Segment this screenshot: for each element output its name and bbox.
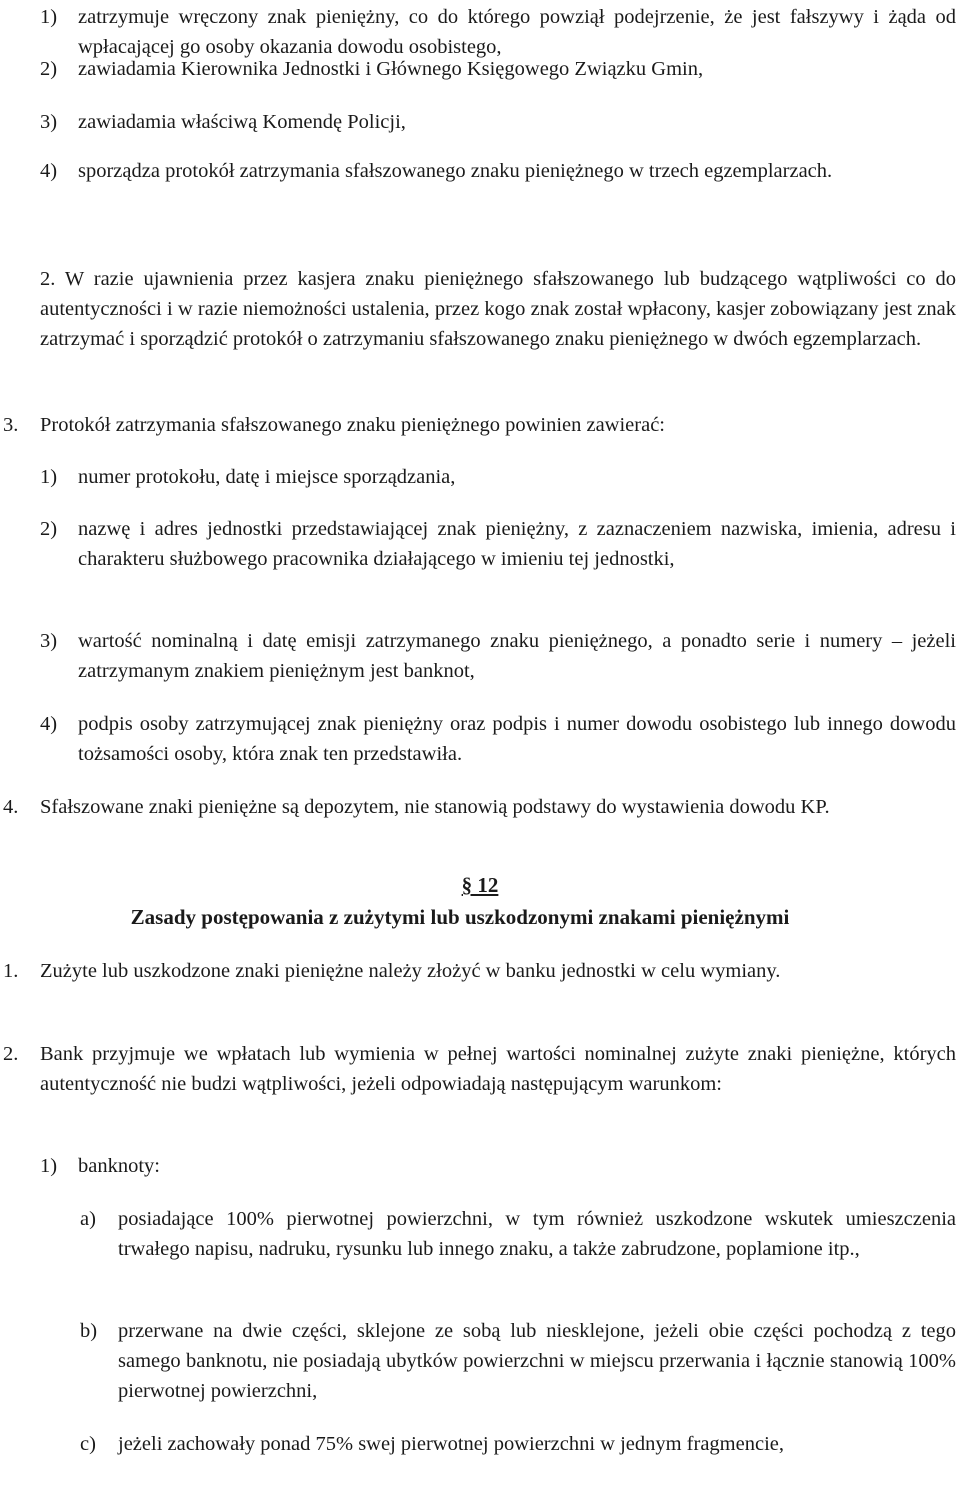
list-item-number: 1) [40, 6, 58, 28]
list-item-text: zawiadamia właściwą Komendę Policji, [78, 111, 406, 133]
sub-list-item [80, 1316, 956, 1406]
paragraph [40, 264, 956, 354]
paragraph-text: Protokół zatrzymania sfałszowanego znaku pieniężnego powinien zawierać: [40, 414, 665, 436]
sub-list-item [80, 1204, 956, 1264]
list-item-number: 3) [40, 630, 58, 652]
list-item-text: podpis osoby zatrzymującej znak pieniężny oraz podpis i numer dowodu osobistego lub innego dowodu tożsamości osoby, która znak ten przedstawiła. [78, 713, 956, 765]
list-item [40, 626, 956, 686]
paragraph-number: 1. [3, 960, 19, 982]
list-item-text: sporządza protokół zatrzymania sfałszowanego znaku pieniężnego w trzech egzemplarzach. [78, 160, 833, 182]
sub-list-item-letter: c) [80, 1433, 96, 1455]
list-item [40, 2, 956, 62]
section-title: Zasady postępowania z zużytymi lub uszkodzonymi znakami pieniężnymi [130, 905, 790, 929]
list-item-number: 4) [40, 160, 58, 182]
list-item [40, 54, 956, 84]
list-item [40, 709, 956, 769]
list-item-text: numer protokołu, datę i miejsce sporządzania, [78, 466, 456, 488]
paragraph-text: Zużyte lub uszkodzone znaki pieniężne należy złożyć w banku jednostki w celu wymiany. [40, 960, 781, 982]
paragraph-number: 2. [3, 1043, 19, 1065]
list-item [40, 514, 956, 574]
list-item-number: 4) [40, 713, 58, 735]
list-item [40, 462, 956, 492]
list-item-text: wartość nominalną i datę emisji zatrzymanego znaku pieniężnego, a ponadto serie i numery – jeżeli zatrzymanym znakiem pieniężnym jest banknot, [78, 630, 956, 682]
paragraph [3, 410, 956, 440]
section-symbol [0, 870, 960, 900]
list-item-number: 3) [40, 111, 58, 133]
paragraph-number: 3. [3, 414, 19, 436]
sub-list-item-text: jeżeli zachowały ponad 75% swej pierwotnej powierzchni w jednym fragmencie, [118, 1433, 784, 1455]
sub-list-item-text: posiadające 100% pierwotnej powierzchni, w tym również uszkodzone wskutek umieszczenia trwałego napisu, nadruku, rysunku lub innego znaku, a także zabrudzone, poplamione itp., [118, 1208, 956, 1260]
paragraph-body: W razie ujawnienia przez kasjera znaku pieniężnego sfałszowanego lub budzącego wątpliwości co do autentyczności i w razie niemożności ustalenia, przez kogo znak został wpłacony, kasjer zobowiązany jest znak zatrzymać i sporządzić protokół o zatrzymaniu sfałszowanego znaku pieniężnego w dwóch egzemplarzach. [40, 268, 956, 350]
list-item-text: nazwę i adres jednostki przedstawiającej znak pieniężny, z zaznaczeniem nazwiska, imienia, adresu i charakteru służbowego pracownika działającego w imieniu tej jednostki, [78, 518, 956, 570]
paragraph [3, 956, 956, 986]
section-symbol-text: § 12 [461, 873, 499, 897]
list-item-number: 2) [40, 518, 58, 540]
list-item-number: 2) [40, 58, 58, 80]
list-item [40, 156, 956, 186]
list-item-text: banknoty: [78, 1155, 160, 1177]
sub-list-item [80, 1429, 956, 1459]
sub-list-item-letter: a) [80, 1208, 96, 1230]
list-item-text: zatrzymuje wręczony znak pieniężny, co do którego powziął podejrzenie, że jest fałszywy i żąda od wpłacającej go osoby okazania dowodu osobistego, [78, 6, 956, 58]
list-item-text: zawiadamia Kierownika Jednostki i Głównego Księgowego Związku Gmin, [78, 58, 704, 80]
list-item [40, 1151, 956, 1181]
paragraph [3, 792, 956, 822]
paragraph-text: Bank przyjmuje we wpłatach lub wymienia w pełnej wartości nominalnej zużyte znaki pieniężne, których autentyczność nie budzi wątpliwości, jeżeli odpowiadają następującym warunkom: [40, 1043, 956, 1095]
paragraph [3, 1039, 956, 1099]
sub-list-item-text: przerwane na dwie części, sklejone ze sobą lub niesklejone, jeżeli obie części pochodzą z tego samego banknotu, nie posiadają ubytków powierzchni w miejscu przerwania i łącznie stanowią 100% pierwotnej powierzchni, [118, 1320, 956, 1402]
list-item [40, 107, 956, 137]
paragraph-text: Sfałszowane znaki pieniężne są depozytem, nie stanowią podstawy do wystawienia dowodu KP. [40, 796, 830, 818]
sub-list-item-letter: b) [80, 1320, 98, 1342]
paragraph-number: 4. [3, 796, 19, 818]
paragraph-number: 2. [40, 268, 56, 290]
list-item-number: 1) [40, 1155, 58, 1177]
list-item-number: 1) [40, 466, 58, 488]
paragraph-text [40, 264, 956, 354]
